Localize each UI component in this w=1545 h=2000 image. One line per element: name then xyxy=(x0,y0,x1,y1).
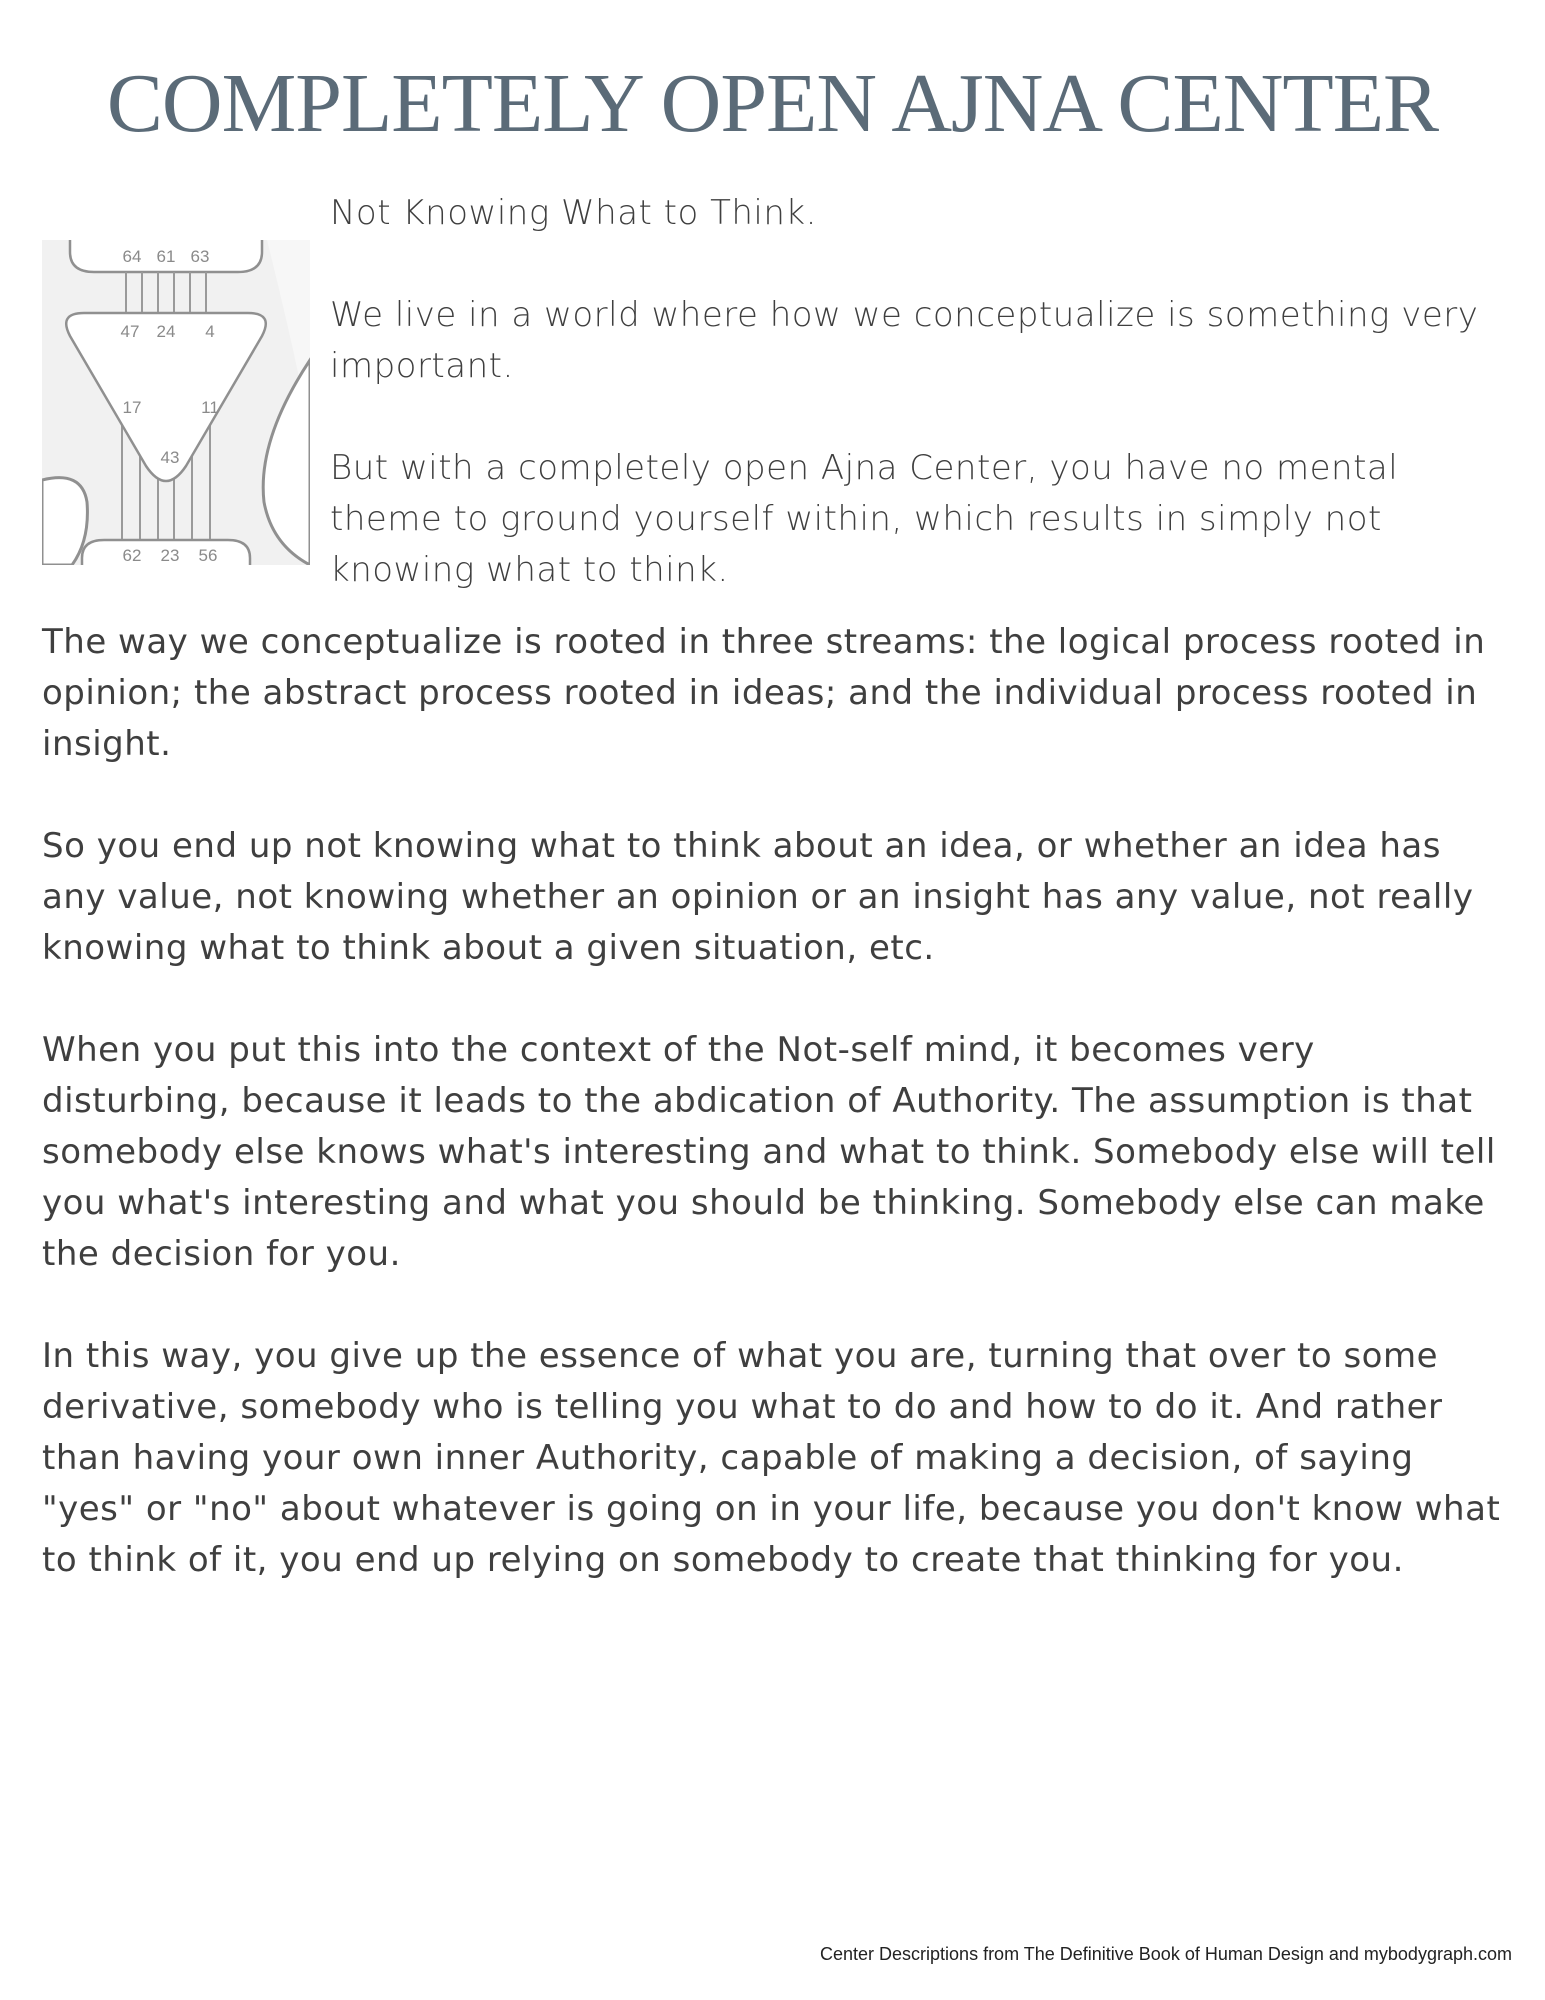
body-paragraph: The way we conceptualize is rooted in three streams: the logical process rooted in opinion; the abstract process rooted in ideas; and the individual process rooted in insight. xyxy=(42,622,1486,764)
body-paragraph: So you end up not knowing what to think about an idea, or whether an idea has any value, not knowing whether an opinion or an insight has any value, not really knowing what to think about a given situation, etc. xyxy=(42,826,1474,968)
gate-17: 17 xyxy=(122,398,142,417)
gate-24: 24 xyxy=(156,322,176,341)
gate-43: 43 xyxy=(160,448,180,467)
gate-64: 64 xyxy=(122,247,142,266)
ajna-center-diagram xyxy=(42,240,310,565)
intro-paragraph: Not Knowing What to Think. xyxy=(330,193,817,233)
gate-61: 61 xyxy=(156,247,176,266)
body-paragraph: When you put this into the context of the Not-self mind, it becomes very disturbing, because it leads to the abdication of Authority. The assumption is that somebody else knows what's interesting and what to think. Somebody else will tell you what's interesting and what you should be thinking. Somebody else can make the decision for you. xyxy=(42,1030,1496,1274)
gate-11: 11 xyxy=(201,398,219,417)
gate-47: 47 xyxy=(120,322,140,341)
intro-paragraph: We live in a world where how we conceptualize is something very important. xyxy=(330,295,1479,386)
page-title: COMPLETELY OPEN AJNA CENTER xyxy=(106,57,1439,150)
gate-63: 63 xyxy=(190,247,210,266)
gate-4: 4 xyxy=(205,322,215,341)
body-text xyxy=(42,617,1512,1637)
footer-credit: Center Descriptions from The Definitive Book of Human Design and mybodygraph.com xyxy=(820,1944,1512,1964)
gate-62: 62 xyxy=(122,546,142,565)
gate-56: 56 xyxy=(198,546,218,565)
intro-paragraph: But with a completely open Ajna Center, you have no mental theme to ground yourself within, which results in simply not knowing what to think. xyxy=(330,448,1399,590)
intro-text xyxy=(330,188,1510,596)
gate-23: 23 xyxy=(160,546,180,565)
body-paragraph: In this way, you give up the essence of what you are, turning that over to some derivative, somebody who is telling you what to do and how to do it. And rather than having your own inner Authority, capable of making a decision, of saying "yes" or "no" about whatever is going on in your life, because you don't know what to think of it, you end up relying on somebody to create that thinking for you. xyxy=(42,1336,1501,1580)
